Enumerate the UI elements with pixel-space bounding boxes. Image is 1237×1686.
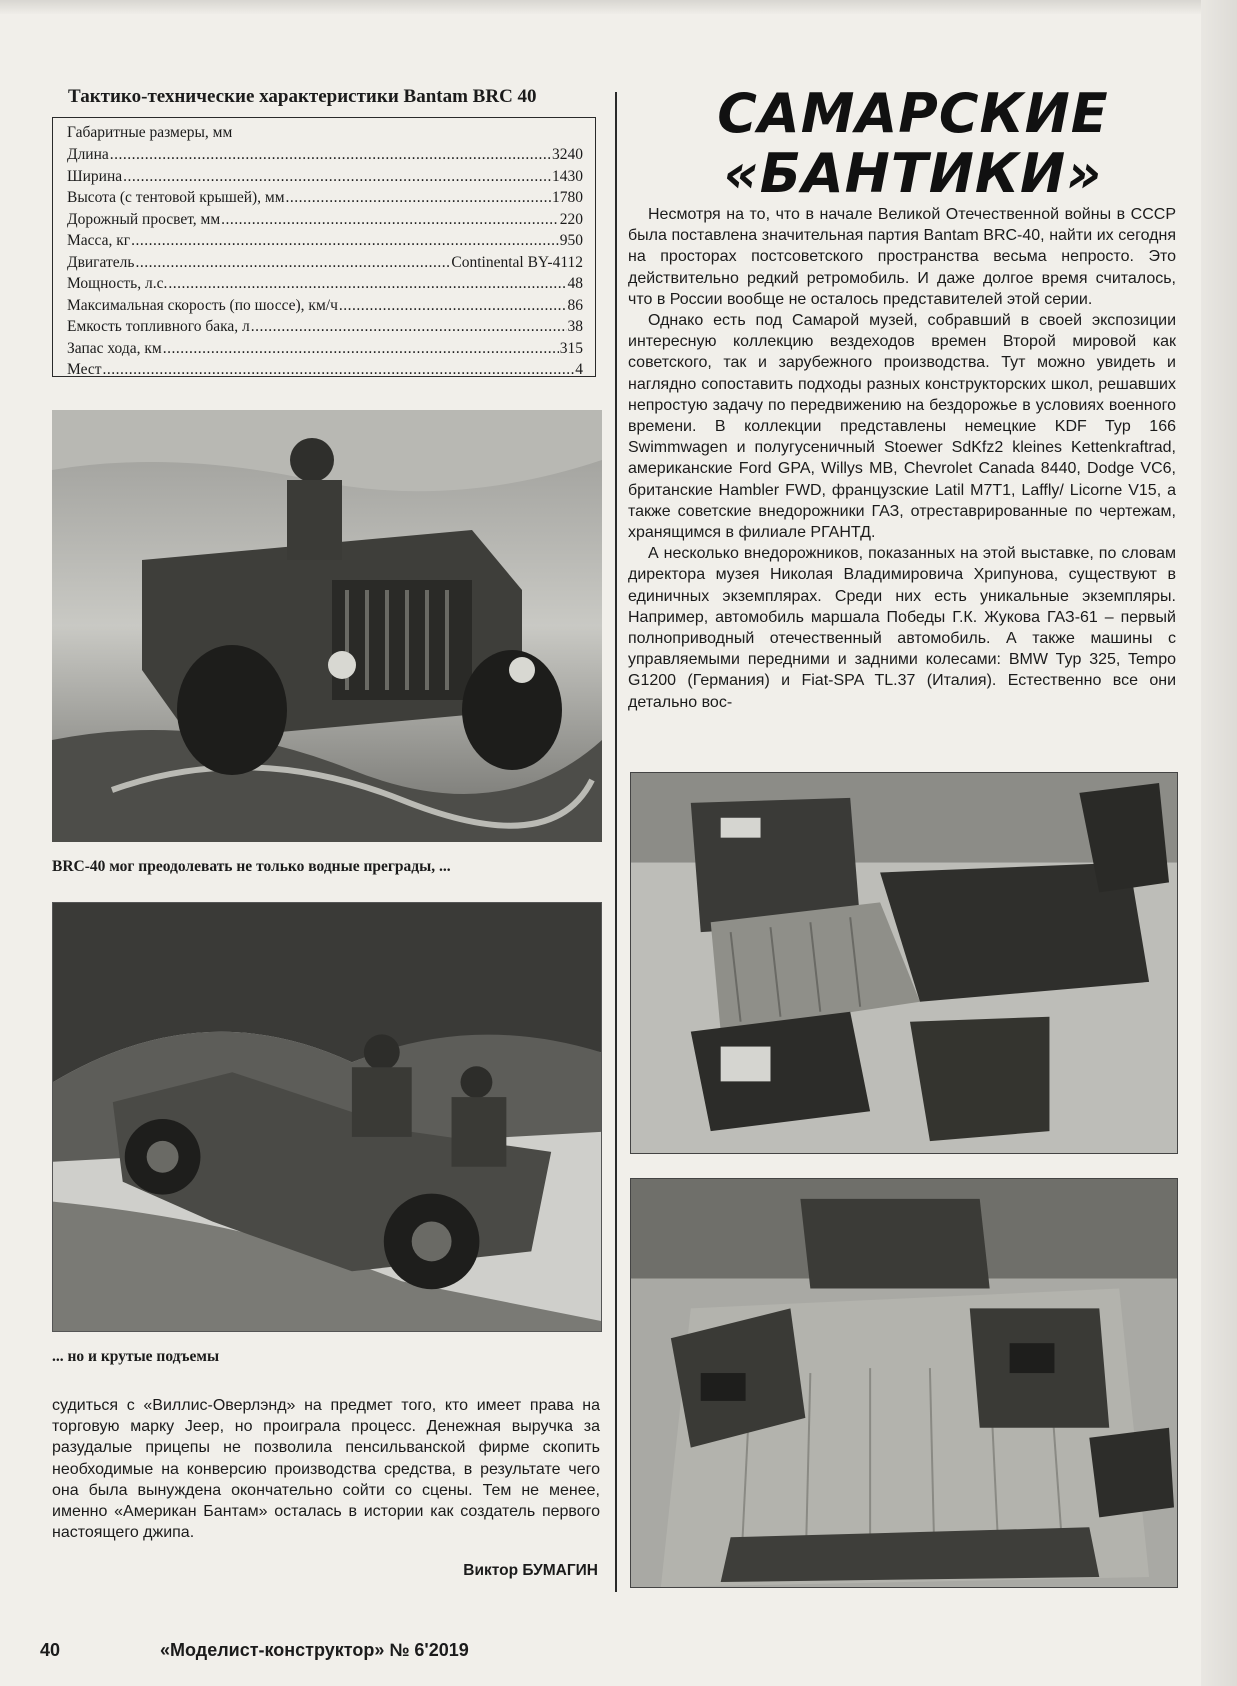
spec-row bbox=[67, 273, 583, 295]
spec-row bbox=[67, 166, 583, 188]
author-signature: Виктор БУМАГИН bbox=[463, 1562, 598, 1579]
spec-leader-dots bbox=[286, 187, 551, 209]
spec-value: 3240 bbox=[552, 146, 583, 163]
caption-hill: ... но и крутые подъемы bbox=[52, 1348, 220, 1365]
spec-value: 4 bbox=[575, 361, 583, 378]
left-column-text bbox=[52, 1395, 600, 1543]
spec-value: 1430 bbox=[552, 167, 583, 185]
spec-value: 315 bbox=[559, 339, 583, 357]
headline-line-2: «БАНТИКИ» bbox=[723, 142, 1103, 205]
column-divider bbox=[615, 92, 617, 1592]
spec-value: 950 bbox=[559, 232, 583, 249]
spec-row bbox=[67, 359, 583, 381]
spec-header: Габаритные размеры, мм bbox=[67, 124, 233, 141]
spec-table bbox=[52, 117, 596, 377]
spec-value: 38 bbox=[567, 318, 583, 335]
spec-leader-dots bbox=[131, 230, 559, 252]
spec-row bbox=[67, 252, 583, 274]
spec-leader-dots bbox=[221, 209, 559, 231]
page-edge bbox=[1201, 0, 1237, 1686]
photo-jeep-hill bbox=[52, 902, 602, 1332]
photo-body-panels bbox=[630, 772, 1178, 1154]
spec-leader-dots bbox=[110, 144, 551, 166]
spec-value: 86 bbox=[567, 296, 583, 314]
caption-water: BRC-40 мог преодолевать не только водные преграды, ... bbox=[52, 858, 451, 875]
spec-label: Максимальная скорость (по шоссе), км/ч bbox=[67, 296, 338, 314]
article-paragraph-1: Несмотря на то, что в начале Великой Отечественной войны в СССР была поставлена значительная партия Bantam BRC-40, найти их сегодня на просторах постсоветского пространства весьма непросто. Это действительно редкий ретромобиль. И даже долгое время считалось, что в России вообще не осталось представителей этой серии. bbox=[628, 206, 1176, 308]
spec-value: 220 bbox=[559, 210, 583, 228]
spec-leader-dots bbox=[339, 295, 567, 317]
spec-label: Емкость топливного бака, л bbox=[67, 318, 250, 335]
page-number: 40 bbox=[40, 1640, 61, 1660]
spec-leader-dots bbox=[168, 273, 566, 295]
spec-leader-dots bbox=[135, 252, 450, 274]
spec-label: Дорожный просвет, мм bbox=[67, 210, 221, 228]
photo-jeep-water bbox=[52, 410, 602, 842]
spec-label: Масса, кг bbox=[67, 232, 131, 249]
spec-row bbox=[67, 187, 583, 209]
article-paragraph-3: А несколько внедорожников, показанных на этой выставке, по словам директора музея Николая Владимировича Хрипунова, существуют в единичных экземплярах. Среди них есть уникальные экземпляры. Например, автомобиль маршала Победы Г.К. Жукова ГАЗ-61 – первый полноприводный отечественный автомобиль. А также машины с управляемыми передними и задними колесами: BMW Typ 325, Tempo G1200 (Германия) и Fiat-SPA TL.37 (Италия). Естественно все они детально вос- bbox=[628, 545, 1176, 711]
spec-label: Высота (с тентовой крышей), мм bbox=[67, 189, 285, 206]
article-paragraph-2: Однако есть под Самарой музей, собравший в своей экспозиции интересную коллекцию вездеходов времен Второй мировой как советского, так и зарубежного производства. Тут можно увидеть и наглядно сопоставить подходы разных конструкторских школ, решавших непростую задачу по передвижению на бездорожье в условиях военного времени. В коллекции представлены немецкие KDF Typ 166 Swimmwagen и полугусеничный Stoewer SdKfz2 kleines Kettenkraftrad, американские Ford GPA, Willys MB, Chevrolet Canada 8440, Dodge VC6, британские Hambler FWD, французские Latil M7T1, Laffly/ Licorne V15, а также советские внедорожники ГАЗ, отреставрированные по чертежам, хранящимся в филиале РГАНТД. bbox=[628, 312, 1176, 542]
spec-row bbox=[67, 338, 583, 360]
article-body bbox=[628, 204, 1176, 713]
spec-label: Ширина bbox=[67, 167, 123, 185]
spec-value: 1780 bbox=[552, 189, 583, 206]
page-top-strip bbox=[0, 0, 1237, 14]
spec-label: Мощность, л.с. bbox=[67, 275, 168, 292]
spec-value: 48 bbox=[567, 275, 583, 292]
spec-title: Тактико-технические характеристики Bantam BRC 40 bbox=[68, 86, 537, 107]
spec-row bbox=[67, 316, 583, 338]
spec-row bbox=[67, 230, 583, 252]
spec-value: Continental BY-4112 bbox=[451, 253, 583, 271]
headline-line-1: САМАРСКИЕ bbox=[717, 82, 1109, 145]
spec-label: Двигатель bbox=[67, 253, 135, 271]
spec-leader-dots bbox=[103, 359, 575, 381]
photo-floor-restoration bbox=[630, 1178, 1178, 1588]
magazine-footer: «Моделист-конструктор» № 6'2019 bbox=[160, 1640, 469, 1660]
spec-leader-dots bbox=[163, 338, 559, 360]
spec-row bbox=[67, 209, 583, 231]
spec-leader-dots bbox=[123, 166, 551, 188]
spec-row bbox=[67, 295, 583, 317]
spec-leader-dots bbox=[251, 316, 567, 338]
article-headline bbox=[618, 84, 1208, 204]
spec-label: Мест bbox=[67, 361, 102, 378]
spec-row bbox=[67, 144, 583, 166]
left-paragraph: судиться с «Виллис-Оверлэнд» на предмет того, кто имеет права на торговую марку Jeep, но проиграла процесс. Денежная выручка за разудалые прицепы не позволила пенсильванской фирме скопить необходимые на конверсию производства средства, в результате чего она была вынуждена окончательно сойти со сцены. Тем не менее, именно «Американ Бантам» осталась в истории как создатель первого настоящего джипа. bbox=[52, 1397, 600, 1542]
spec-label: Запас хода, км bbox=[67, 339, 162, 357]
spec-label: Длина bbox=[67, 146, 109, 163]
